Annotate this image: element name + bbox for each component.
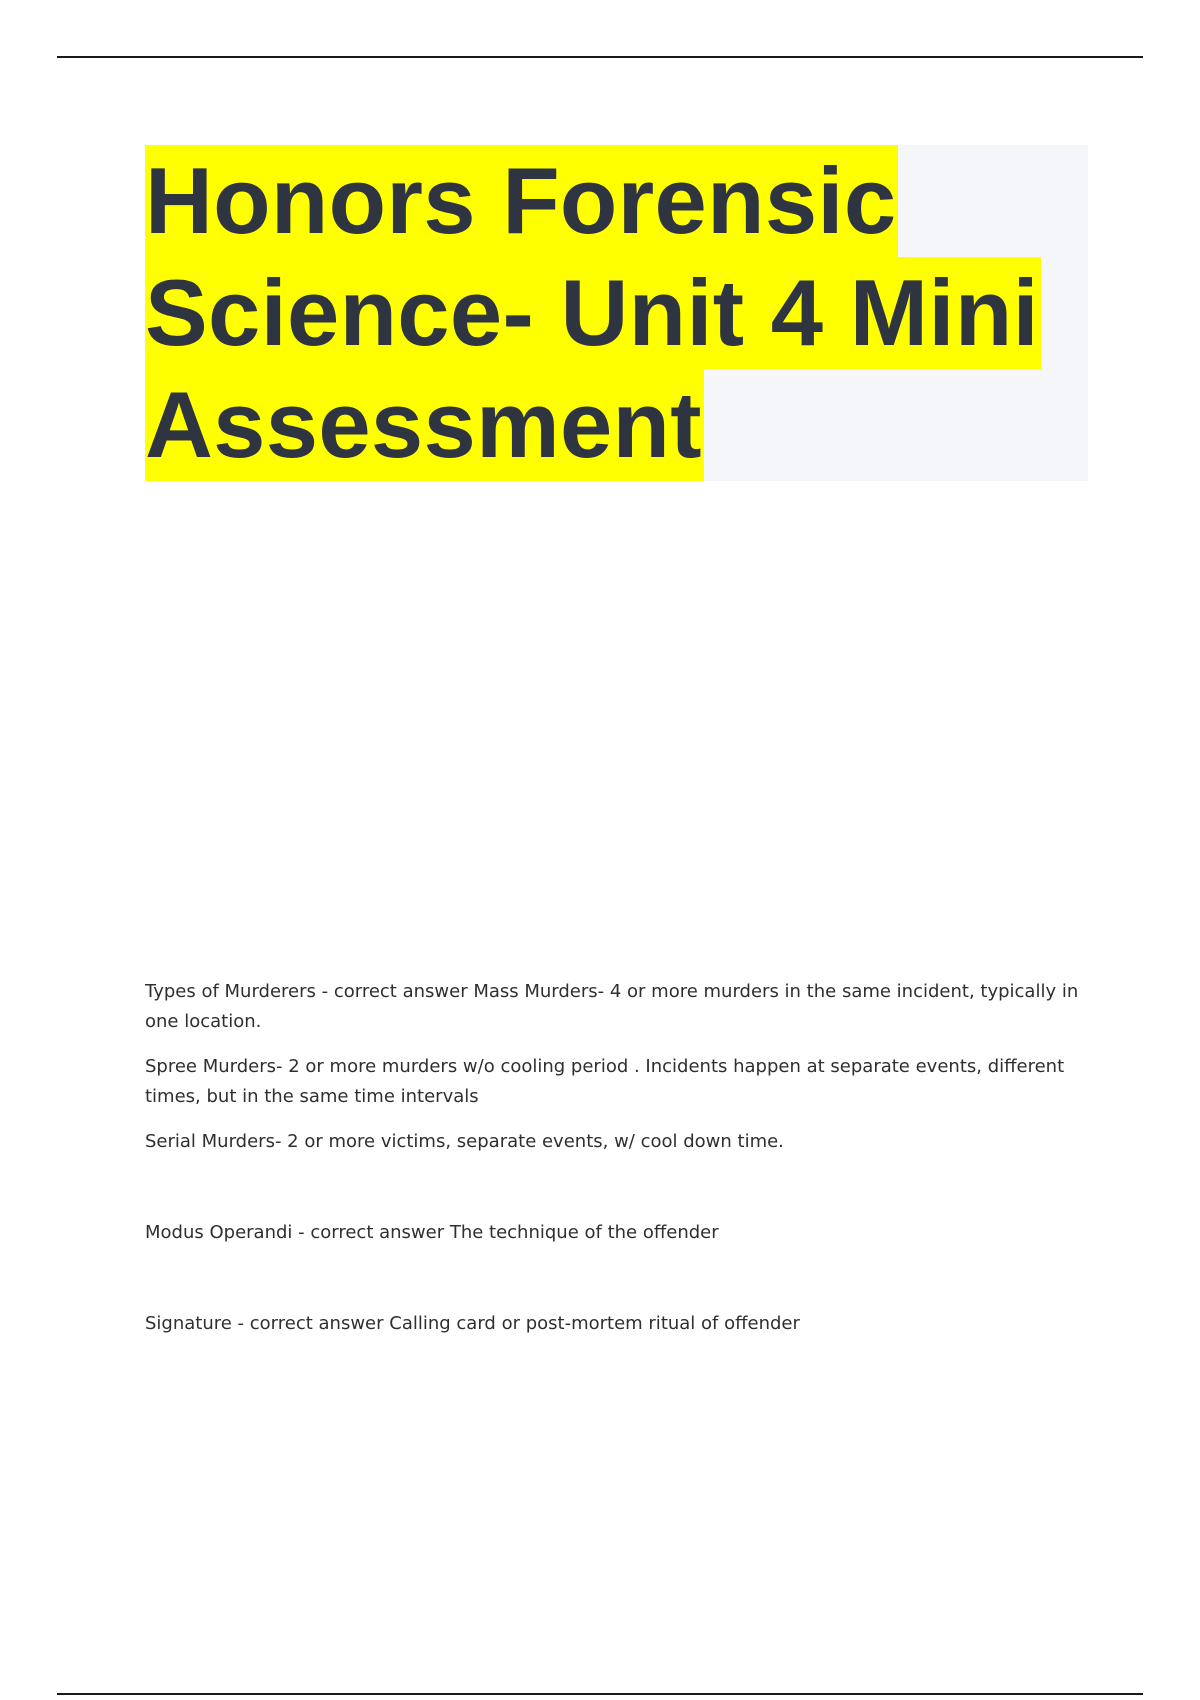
title-line-3: Assessment xyxy=(145,369,704,481)
paragraph-signature: Signature - correct answer Calling card or post-mortem ritual of offender xyxy=(145,1313,800,1334)
paragraph-spree-murders: Spree Murders- 2 or more murders w/o cooling period . Incidents happen at separate events, different times, but in the same time intervals xyxy=(145,1056,1065,1107)
title-line-2: Science- Unit 4 Mini xyxy=(145,257,1041,369)
title-block xyxy=(145,145,1088,481)
bottom-rule xyxy=(57,1693,1143,1695)
top-rule xyxy=(57,56,1143,58)
paragraph-serial-murders: Serial Murders- 2 or more victims, separate events, w/ cool down time. xyxy=(145,1131,784,1152)
paragraph-types-of-murderers: Types of Murderers - correct answer Mass Murders- 4 or more murders in the same incident, typically in one location. xyxy=(145,981,1079,1032)
title-line-1: Honors Forensic xyxy=(145,145,898,257)
paragraph-modus-operandi: Modus Operandi - correct answer The technique of the offender xyxy=(145,1222,719,1243)
